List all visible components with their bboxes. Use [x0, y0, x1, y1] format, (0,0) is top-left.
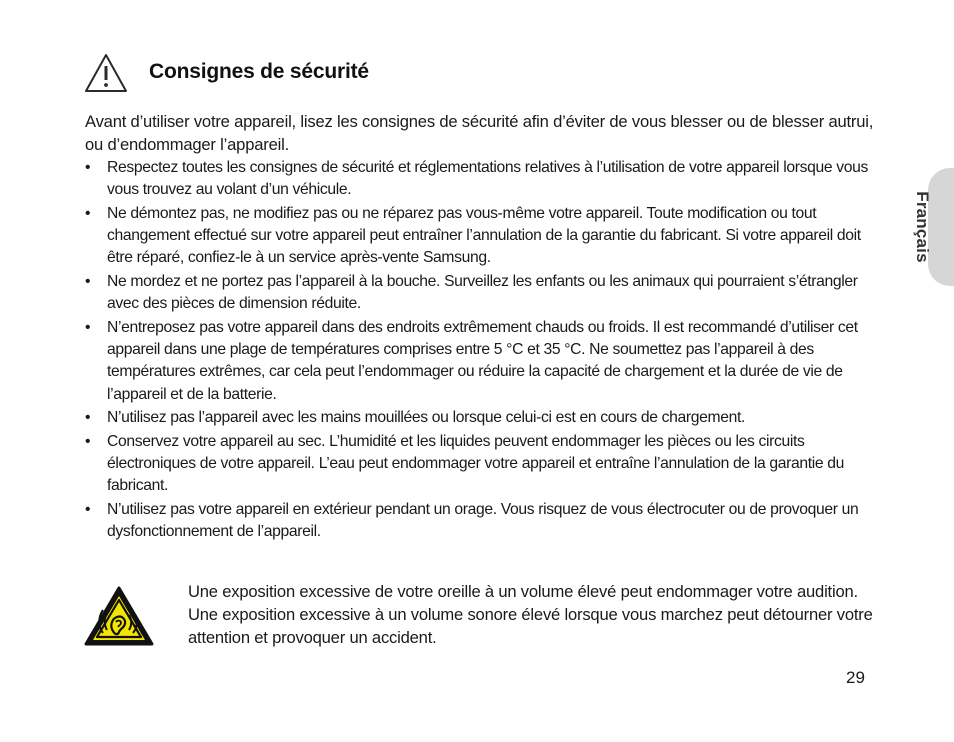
list-item-text: N’utilisez pas votre appareil en extérieur pendant un orage. Vous risquez de vous électrocuter ou de provoquer un dysfonctionnement de l’appareil. [107, 500, 859, 540]
hearing-hazard-icon [83, 585, 155, 647]
bullet-marker: • [85, 409, 91, 427]
list-item-text: N’entreposez pas votre appareil dans des endroits extrêmement chauds ou froids. Il est recommandé d’utiliser cet appareil dans une plage de températures comprises entre 5 °C et 35 °C. Ne soumettez pas l’appareil à des températures extrêmes, car cela peut l’endommager ou réduire la capacité de chargement et la durée de vie de l’appareil et de la batterie. [107, 318, 858, 403]
list-item-text: Respectez toutes les consignes de sécurité et réglementations relatives à l’utilisation de votre appareil lorsque vous vous trouvez au volant d’un véhicule. [107, 159, 868, 199]
bullet-marker: • [85, 318, 91, 336]
language-tab-label: Français [913, 191, 932, 263]
list-item-text: Ne démontez pas, ne modifiez pas ou ne réparez pas vous-même votre appareil. Toute modification ou tout changement effectué sur votre appareil peut entraîner l’annulation de la garantie du fabricant. Si votre appareil doit être réparé, confiez-le à un service après-vente Samsung. [107, 204, 861, 267]
list-item-text: N’utilisez pas l’appareil avec les mains mouillées ou lorsque celui-ci est en cours de chargement. [107, 409, 745, 427]
page-number: 29 [846, 668, 865, 687]
bullet-marker: • [85, 159, 91, 176]
bullet-marker: • [85, 204, 91, 222]
list-item [85, 407, 875, 429]
hearing-warning-text: Une exposition excessive de votre oreille à un volume élevé peut endommager votre audition. Une exposition excessive à un volume sonore élevé lorsque vous marchez peut détourner votre attention et provoquer un accident. [188, 582, 873, 647]
list-item [85, 317, 875, 406]
list-item [85, 157, 875, 202]
list-item [85, 271, 875, 316]
bullet-marker: • [85, 272, 91, 290]
section-title: Consignes de sécurité [149, 60, 369, 83]
list-item [85, 431, 875, 498]
safety-instructions-list [85, 157, 875, 544]
warning-triangle-icon [84, 53, 128, 93]
bullet-marker: • [85, 500, 91, 518]
list-item [85, 499, 875, 544]
list-item-text: Conservez votre appareil au sec. L’humidité et les liquides peuvent endommager les pièces ou les circuits électroniques de votre appareil. L’eau peut endommager votre appareil et entraîne l’annulation de la garantie du fabricant. [107, 432, 844, 495]
list-item-text: Ne mordez et ne portez pas l’appareil à la bouche. Surveillez les enfants ou les animaux qui pourraient s’étrangler avec des pièces de dimension réduite. [107, 272, 858, 313]
bullet-marker: • [85, 432, 91, 450]
list-item [85, 203, 875, 270]
intro-paragraph: Avant d’utiliser votre appareil, lisez les consignes de sécurité afin d’éviter de vous blesser ou de blesser autrui, ou d’endommager l’appareil. [85, 112, 874, 154]
